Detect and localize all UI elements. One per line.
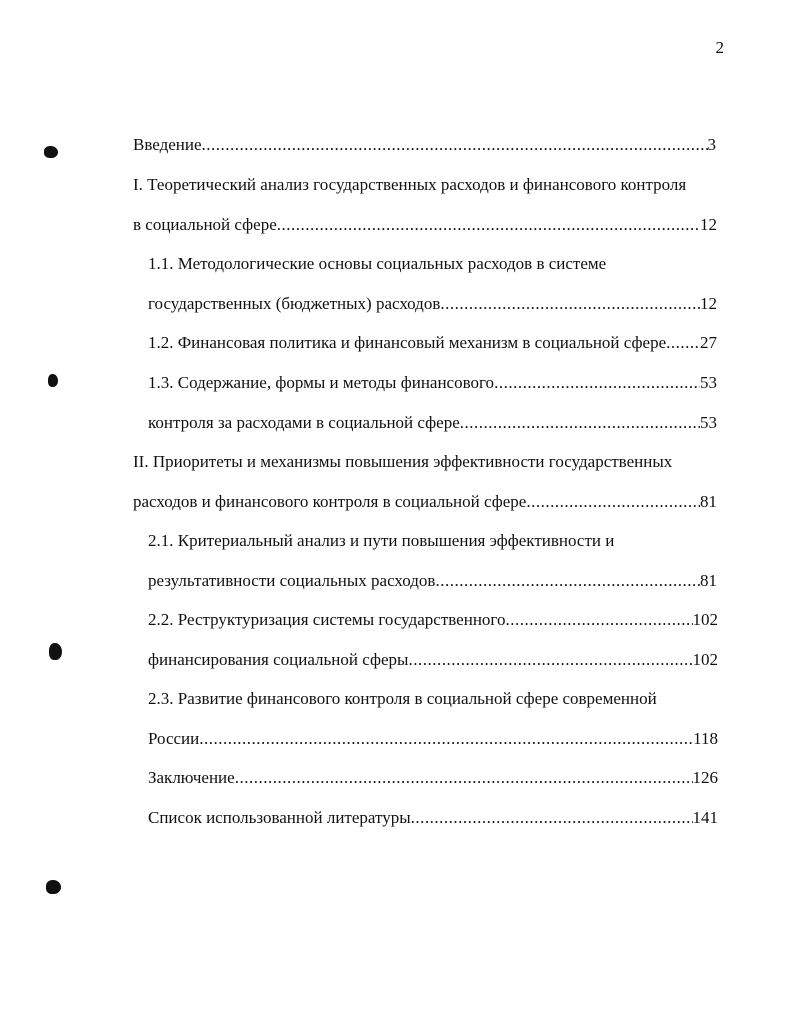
- scan-blot: [49, 643, 62, 660]
- dot-leader: [435, 566, 700, 596]
- dot-leader: [526, 487, 700, 517]
- dot-leader: [277, 210, 700, 240]
- dot-leader: [666, 328, 700, 358]
- scan-blot: [46, 880, 61, 894]
- toc-entry: Введение ..... 3: [133, 130, 716, 160]
- toc-entry: 2.2. Реструктуризация системы государственного ..... 102: [148, 605, 718, 635]
- toc-entry: 2.1. Критериальный анализ и пути повышения эффективности и: [148, 531, 615, 550]
- toc-entry: результативности социальных расходов ..... 81: [148, 566, 717, 596]
- toc-entry: 1.1. Методологические основы социальных расходов в системе: [148, 254, 607, 273]
- toc-entry: Заключение ..... 126: [148, 763, 718, 793]
- toc-entry: расходов и финансового контроля в социальной сфере ..... 81: [133, 487, 717, 517]
- toc-entry: России ..... 118: [148, 724, 718, 754]
- dot-leader: [411, 803, 693, 833]
- dot-leader: [235, 763, 693, 793]
- dot-leader: [199, 724, 693, 754]
- scan-blot: [44, 146, 58, 158]
- dot-leader: [505, 605, 692, 635]
- toc-entry: финансирования социальной сферы ..... 102: [148, 645, 718, 675]
- page-number: 2: [715, 38, 724, 57]
- scan-blot: [48, 374, 58, 387]
- toc-entry: I. Теоретический анализ государственных расходов и финансового контроля: [133, 175, 687, 194]
- toc-entry: Список использованной литературы ..... 141: [148, 803, 718, 833]
- toc-entry: II. Приоритеты и механизмы повышения эффективности государственных: [133, 452, 673, 471]
- dot-leader: [440, 289, 700, 319]
- dot-leader: [494, 368, 700, 398]
- toc-entry: 1.2. Финансовая политика и финансовый механизм в социальной сфере ..... 27: [148, 328, 717, 358]
- dot-leader: [408, 645, 692, 675]
- toc-entry: 1.3. Содержание, формы и методы финансового ..... 53: [148, 368, 717, 398]
- dot-leader: [202, 130, 708, 160]
- toc-entry: 2.3. Развитие финансового контроля в социальной сфере современной: [148, 689, 657, 708]
- dot-leader: [460, 408, 700, 438]
- toc-entry: государственных (бюджетных) расходов ..... 12: [148, 289, 717, 319]
- toc-entry: в социальной сфере ..... 12: [133, 210, 717, 240]
- toc-entry: контроля за расходами в социальной сфере ..... 53: [148, 408, 717, 438]
